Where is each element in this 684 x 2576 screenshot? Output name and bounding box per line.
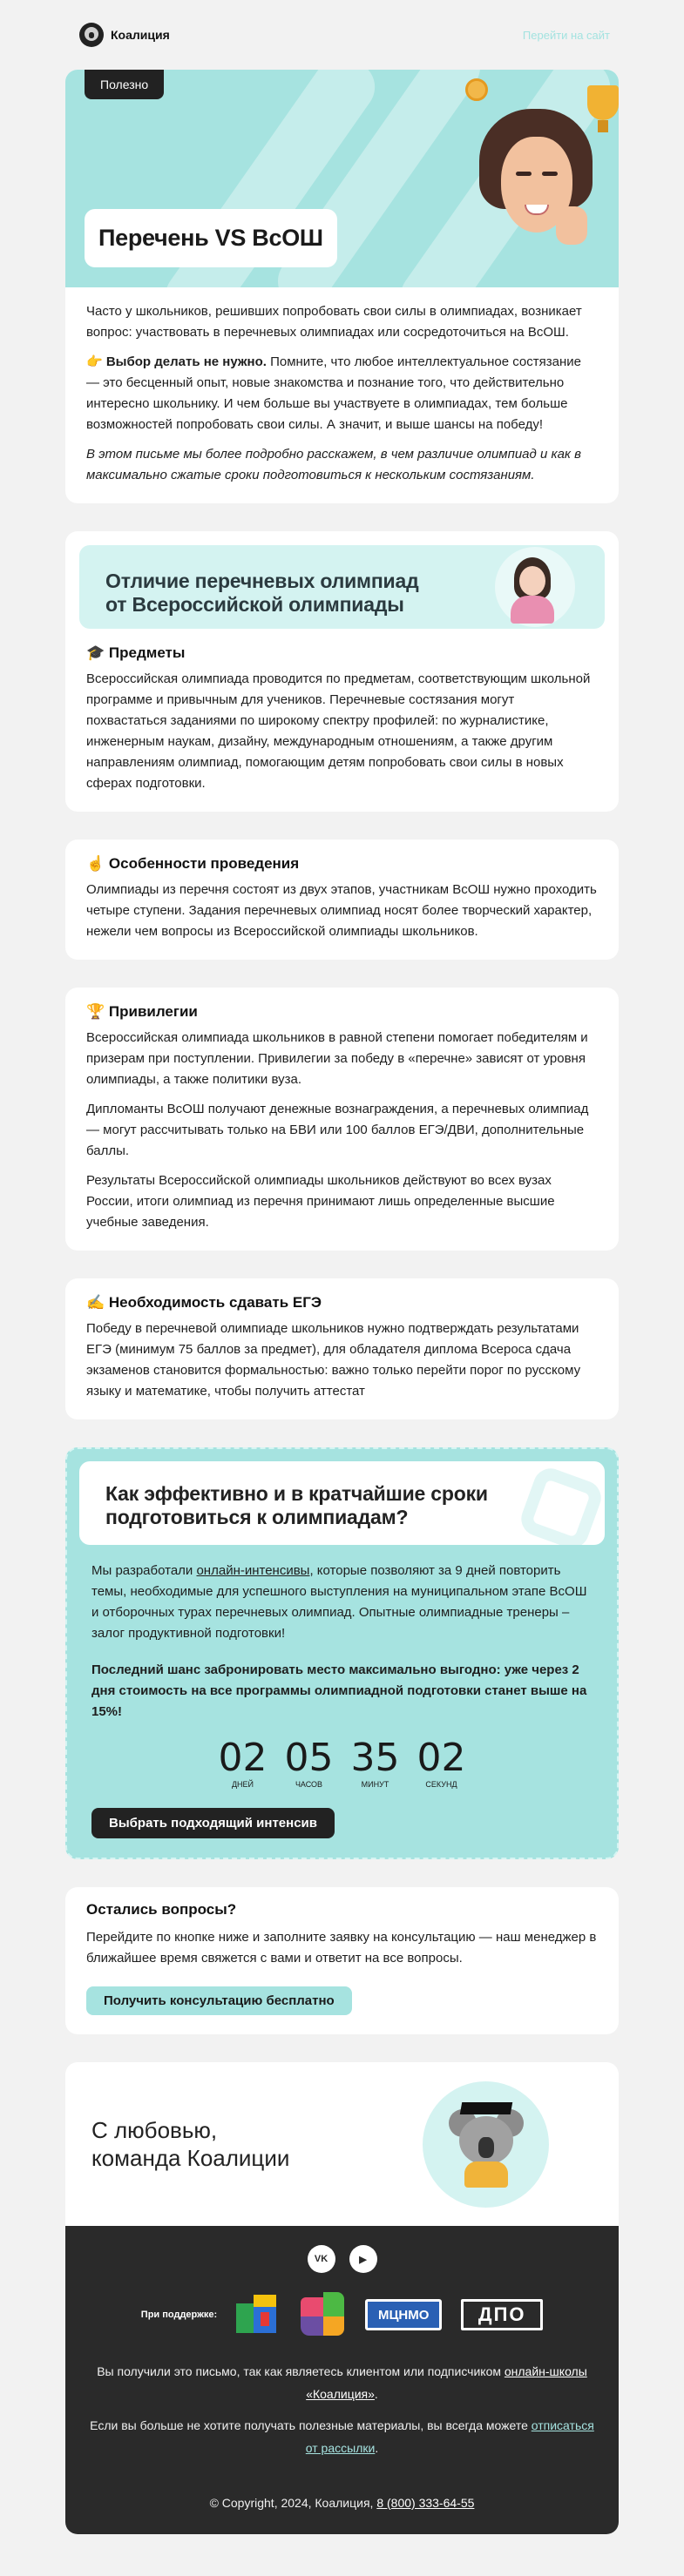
exam-title: ✍️ Необходимость сдавать ЕГЭ (86, 1294, 322, 1311)
countdown-minutes: 35 МИНУТ (350, 1736, 400, 1789)
footer-unsubscribe: Если вы больше не хотите получать полезные материалы, вы всегда можете отписаться от рассылки. (90, 2418, 594, 2455)
intensive-link[interactable]: онлайн-интенсивы (196, 1563, 310, 1578)
countdown-hours: 05 ЧАСОВ (284, 1736, 334, 1789)
logo-text: Коалиция (111, 28, 170, 42)
questions-section (65, 1887, 619, 2034)
email-container (65, 0, 619, 2534)
questions-title: Остались вопросы? (86, 1901, 237, 1918)
promo-paragraph: Мы разработали онлайн-интенсивы, которые позволяют за 9 дней повторить темы, необходимые для успешного выступления на муниципальном этапе ВсОШ и отборочных турах перечневых олимпиад. Опытные олимпиадные тренеры – залог продуктивной подготовки! (91, 1563, 587, 1641)
promo-title: Как эффективно и в кратчайшие сроки подготовиться к олимпиадам? (105, 1482, 488, 1528)
features-title: ☝️ Особенности проведения (86, 855, 300, 872)
logo[interactable] (79, 23, 170, 47)
questions-card (65, 1887, 619, 2034)
sponsor-gem-logo-icon (301, 2292, 346, 2337)
questions-text: Перейдите по кнопке ниже и заполните заявку на консультацию — наш менеджер в ближайшее время свяжется с вами и ответит на все вопросы. (86, 1930, 597, 1966)
category-tag: Полезно (85, 70, 164, 99)
section-header (79, 545, 605, 629)
girl-avatar-icon (479, 109, 593, 253)
sponsors (90, 2292, 594, 2337)
subjects-text: Всероссийская олимпиада проводится по предметам, соответствующим школьной программе и привычным для учеников. Перечневые состязания могут похвастаться заданиями по широкому спектру профилей: по журналистике, инженерным наукам, дизайну, международным отношениям, а также другим направлениям олимпиад, помогающим детям попробовать свои силы в новых сферах подготовки. (86, 671, 591, 791)
features-card (65, 840, 619, 960)
girl-emoji-icon (511, 557, 554, 624)
intro-paragraph: В этом письме мы более подробно расскажем, в чем различие олимпиад и как в максимально сжатые сроки подготовиться к нескольким состязаниям. (86, 447, 582, 482)
exam-section (65, 1278, 619, 1419)
phone-link[interactable]: 8 (800) 333-64-55 (376, 2496, 475, 2510)
promo-body (79, 1545, 605, 1838)
copyright: © Copyright, 2024, Коалиция, 8 (800) 333-64-55 (209, 2496, 475, 2510)
youtube-icon[interactable]: ▶ (349, 2245, 377, 2273)
signature-block (65, 2062, 619, 2226)
choose-intensive-button[interactable]: Выбрать подходящий интенсив (91, 1808, 335, 1838)
privileges-paragraph: Дипломанты ВсОШ получают денежные вознаграждения, а перечневых олимпиад — могут рассчитывать только на БВИ или 100 баллов ЕГЭ/ДВИ, дополнительные баллы. (86, 1102, 589, 1158)
decorative-shape-icon (517, 1464, 605, 1545)
koala-logo-icon (79, 23, 104, 47)
hero-title: Перечень VS ВсОШ (85, 209, 337, 267)
countdown-days: 02 ДНЕЙ (218, 1736, 268, 1789)
privileges-card (65, 988, 619, 1251)
hero-card (65, 70, 619, 503)
promo-block (65, 1447, 619, 1859)
medal-icon (465, 78, 488, 101)
consultation-button[interactable]: Получить консультацию бесплатно (86, 1986, 352, 2015)
promo-offer: Последний шанс забронировать место максимально выгодно: уже через 2 дня стоимость на все программы олимпиадной подготовки станет выше на 15%! (91, 1662, 587, 1719)
exam-card (65, 1278, 619, 1419)
privileges-section (65, 988, 619, 1251)
social-links (90, 2245, 594, 2273)
intro-rest: Помните, что любое интеллектуальное состязание — это бесценный опыт, новые знакомства и познание того, что действительно интересно школьнику. И чем больше вы участвуете в олимпиадах, тем больше возможностей попробовать свои силы. А значит, и выше шансы на победу! (86, 354, 581, 432)
sponsor-mcnmo-logo: МЦНМО (365, 2299, 442, 2330)
exam-text: Победу в перечневой олимпиаде школьников нужно подтверждать результатами ЕГЭ (минимум 75 баллов за предмет), для обладателя диплома Всероса сдача экзаменов становится формальностью: важно только перейти порог по русскому языку и математике, чтобы получить аттестат (86, 1321, 581, 1399)
footer-notice: Вы получили это письмо, так как являетесь клиентом или подписчиком онлайн-школы «Коалиция». (97, 2364, 587, 2401)
intro-paragraph: Часто у школьников, решивших попробовать свои силы в олимпиадах, возникает вопрос: участвовать в перечневых олимпиадах или сосредоточиться на ВсОШ. (86, 304, 582, 340)
school-link[interactable]: онлайн-школы «Коалиция» (306, 2364, 587, 2401)
subjects-section (65, 629, 619, 812)
intro-bold: 👉 Выбор делать не нужно. (86, 354, 267, 369)
unsubscribe-link[interactable]: отписаться от рассылки (305, 2418, 594, 2455)
hero-banner (65, 70, 619, 287)
differences-card (65, 531, 619, 812)
site-link[interactable]: Перейти на сайт (522, 28, 610, 42)
privileges-paragraph: Всероссийская олимпиада школьников в равной степени помогает победителям и призерам при поступлении. Привилегии за победу в «перечне» зависят от уровня олимпиады, а также политики вуза. (86, 1030, 588, 1087)
features-section (65, 840, 619, 960)
intro-paragraph (86, 352, 598, 435)
subjects-title: 🎓 Предметы (86, 644, 186, 661)
privileges-paragraph: Результаты Всероссийской олимпиады школьников действуют во всех вузах России, итоги олимпиад из перечня принимают лишь определенные высшие учебные заведения. (86, 1173, 555, 1230)
vk-icon[interactable]: VK (308, 2245, 335, 2273)
footer (65, 2226, 619, 2534)
privileges-title: 🏆 Привилегии (86, 1003, 198, 1020)
header (65, 0, 619, 70)
countdown-timer (91, 1738, 593, 1789)
koala-mascot-icon (449, 2101, 524, 2188)
countdown-seconds: 02 СЕКУНД (416, 1736, 466, 1789)
section-title: Отличие перечневых олимпиад от Всероссийской олимпиады (105, 570, 419, 616)
features-text: Олимпиады из перечня состоят из двух этапов, участникам ВсОШ нужно проходить четыре ступени. Задания перечневых олимпиад носят более творческий характер, нежели чем вопросы из Всероссийской олимпиады школьников. (86, 882, 597, 939)
signature-text: С любовью, команда Коалиции (91, 2117, 290, 2171)
promo-header (79, 1461, 605, 1545)
support-label: При поддержке: (140, 2310, 218, 2320)
koala-circle (423, 2081, 549, 2208)
intro-text (65, 287, 619, 503)
sponsor-cube-logo-icon (236, 2295, 281, 2335)
sponsor-dpo-logo: ДПО (461, 2299, 543, 2330)
